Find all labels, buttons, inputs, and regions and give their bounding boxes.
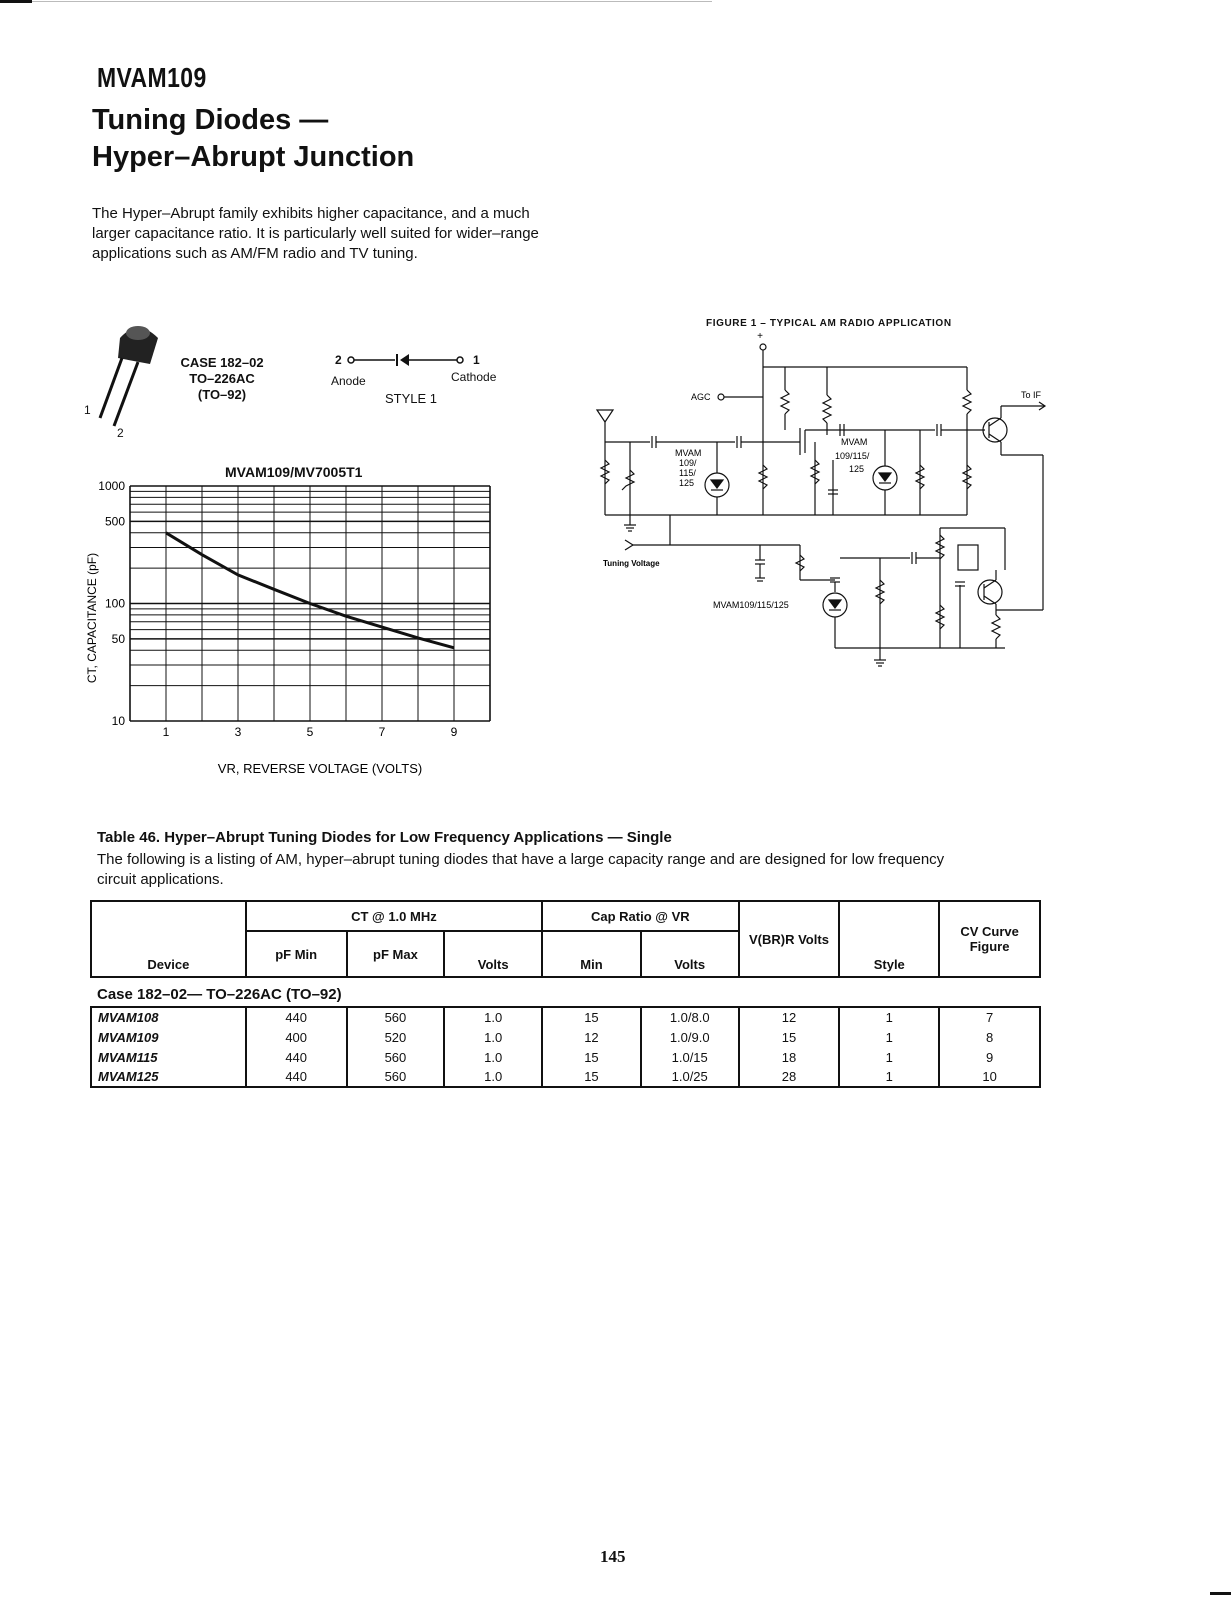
x-tick-label: 3: [234, 725, 242, 739]
cell-pf-min: 440: [246, 1047, 347, 1067]
col-pf-max-header: pF Max: [347, 931, 445, 977]
x-tick-label: 5: [306, 725, 314, 739]
cell-vbr: 18: [739, 1047, 840, 1067]
graph-title: MVAM109/MV7005T1: [225, 464, 363, 480]
diode2-label-line2: 109/115/: [835, 451, 870, 461]
cell-device: MVAM125: [91, 1067, 246, 1087]
right-edge-mark: [1210, 1592, 1231, 1595]
cell-device: MVAM109: [91, 1027, 246, 1047]
tuning-voltage-label: Tuning Voltage: [603, 559, 660, 568]
col-style-header: Style: [839, 901, 939, 977]
case-label: [172, 355, 272, 403]
diode3-label: MVAM109/115/125: [713, 600, 789, 610]
cell-volts2: 1.0/8.0: [641, 1007, 739, 1027]
cathode-label: Cathode: [451, 370, 497, 384]
col-vbr-header: V(BR)R Volts: [739, 901, 840, 977]
cell-min: 12: [542, 1027, 641, 1047]
col-volts2-header: Volts: [641, 931, 739, 977]
chart-ticks: [98, 480, 457, 739]
y-tick-label: 100: [104, 596, 125, 611]
figure1-title: FIGURE 1 – TYPICAL AM RADIO APPLICATION: [706, 318, 952, 329]
cell-cv: 7: [939, 1007, 1040, 1027]
x-tick-label: 1: [162, 725, 170, 739]
cell-volts: 1.0: [444, 1067, 542, 1087]
col-device-header: Device: [91, 901, 246, 977]
case-line1: CASE 182–02: [180, 355, 264, 370]
part-number: MVAM109: [97, 62, 207, 93]
x-tick-label: 9: [450, 725, 458, 739]
y-tick-label: 10: [111, 714, 125, 728]
y-axis-label: CT, CAPACITANCE (pF): [85, 552, 99, 684]
style-label: STYLE 1: [385, 391, 438, 406]
x-axis-label: VR, REVERSE VOLTAGE (VOLTS): [217, 761, 423, 776]
cell-volts: 1.0: [444, 1047, 542, 1067]
cell-style: 1: [839, 1067, 939, 1087]
cell-vbr: 28: [739, 1067, 840, 1087]
cell-cv: 9: [939, 1047, 1040, 1067]
cell-style: 1: [839, 1007, 939, 1027]
case-line3: (TO–92): [197, 387, 247, 402]
spec-table-body: [90, 1006, 1041, 1088]
top-edge-mark: [0, 0, 32, 3]
table-row: [91, 1027, 1040, 1047]
top-edge-line: [32, 1, 712, 2]
group-ct-header: CT @ 1.0 MHz: [246, 901, 542, 931]
cell-cv: 10: [939, 1067, 1040, 1087]
col-volts-header: Volts: [444, 931, 542, 977]
capacitance-chart: [80, 480, 530, 790]
cell-vbr: 15: [739, 1027, 840, 1047]
symbol-pin2: 2: [335, 353, 342, 367]
y-tick-label: 50: [111, 631, 125, 646]
cell-style: 1: [839, 1027, 939, 1047]
cell-volts2: 1.0/9.0: [641, 1027, 739, 1047]
anode-label: Anode: [331, 374, 366, 388]
cell-min: 15: [542, 1007, 641, 1027]
col-min-header: Min: [542, 931, 641, 977]
case-line2: TO–226AC: [189, 371, 255, 386]
diode1-label-line3: 115/: [679, 468, 696, 478]
agc-label: AGC: [691, 392, 711, 402]
cell-pf-min: 400: [246, 1027, 347, 1047]
cell-min: 15: [542, 1047, 641, 1067]
cell-volts: 1.0: [444, 1007, 542, 1027]
to-if-label: To IF: [1021, 390, 1042, 400]
cell-vbr: 12: [739, 1007, 840, 1027]
case-row-label: Case 182–02— TO–226AC (TO–92): [97, 986, 342, 1003]
cell-pf-max: 560: [347, 1007, 445, 1027]
pin2-label: 2: [117, 426, 124, 440]
diode2-label-line1: MVAM: [841, 437, 868, 447]
cell-min: 15: [542, 1067, 641, 1087]
diode1-label-line1: MVAM: [675, 448, 702, 458]
col-cv-header: CV Curve Figure: [939, 901, 1040, 977]
symbol-pin1: 1: [473, 353, 480, 367]
cell-pf-max: 520: [347, 1027, 445, 1047]
table-caption: Table 46. Hyper–Abrupt Tuning Diodes for Low Frequency Applications — Single: [97, 829, 672, 846]
am-radio-schematic: [595, 330, 1065, 680]
y-tick-label: 1000: [98, 480, 125, 493]
cell-volts2: 1.0/15: [641, 1047, 739, 1067]
page-title-line2: Hyper–Abrupt Junction: [92, 141, 415, 173]
spec-table-header: [90, 900, 1041, 978]
table-row: [91, 1047, 1040, 1067]
group-cap-ratio-header: Cap Ratio @ VR: [542, 901, 739, 931]
table-row: [91, 1007, 1040, 1027]
cell-device: MVAM115: [91, 1047, 246, 1067]
cell-volts: 1.0: [444, 1027, 542, 1047]
diode2-label-line3: 125: [849, 464, 865, 474]
table-description: The following is a listing of AM, hyper–abrupt tuning diodes that have a large capacity range and are designed for low frequency circuit applications.: [97, 851, 945, 888]
cell-volts2: 1.0/25: [641, 1067, 739, 1087]
pin1-label: 1: [84, 403, 91, 417]
supply-plus: +: [757, 331, 763, 342]
cell-pf-max: 560: [347, 1067, 445, 1087]
to92-package-icon: [80, 318, 180, 448]
page-title-line1: Tuning Diodes —: [92, 104, 329, 136]
cell-pf-min: 440: [246, 1067, 347, 1087]
col-pf-min-header: pF Min: [246, 931, 347, 977]
x-tick-label: 7: [378, 725, 386, 739]
diode1-label-line4: 125: [679, 478, 695, 488]
diode-symbol-icon: [345, 352, 470, 368]
cell-pf-min: 440: [246, 1007, 347, 1027]
cell-pf-max: 560: [347, 1047, 445, 1067]
cell-cv: 8: [939, 1027, 1040, 1047]
diode1-label-line2: 109/: [679, 458, 697, 468]
cell-style: 1: [839, 1047, 939, 1067]
intro-paragraph: The Hyper–Abrupt family exhibits higher capacitance, and a much larger capacitance ratio. It is particularly well suited for wider–range applications such as AM/FM radio and TV tuning.: [92, 205, 539, 262]
y-tick-label: 500: [104, 514, 125, 529]
cell-device: MVAM108: [91, 1007, 246, 1027]
table-row: [91, 1067, 1040, 1087]
page-number: 145: [600, 1547, 626, 1566]
